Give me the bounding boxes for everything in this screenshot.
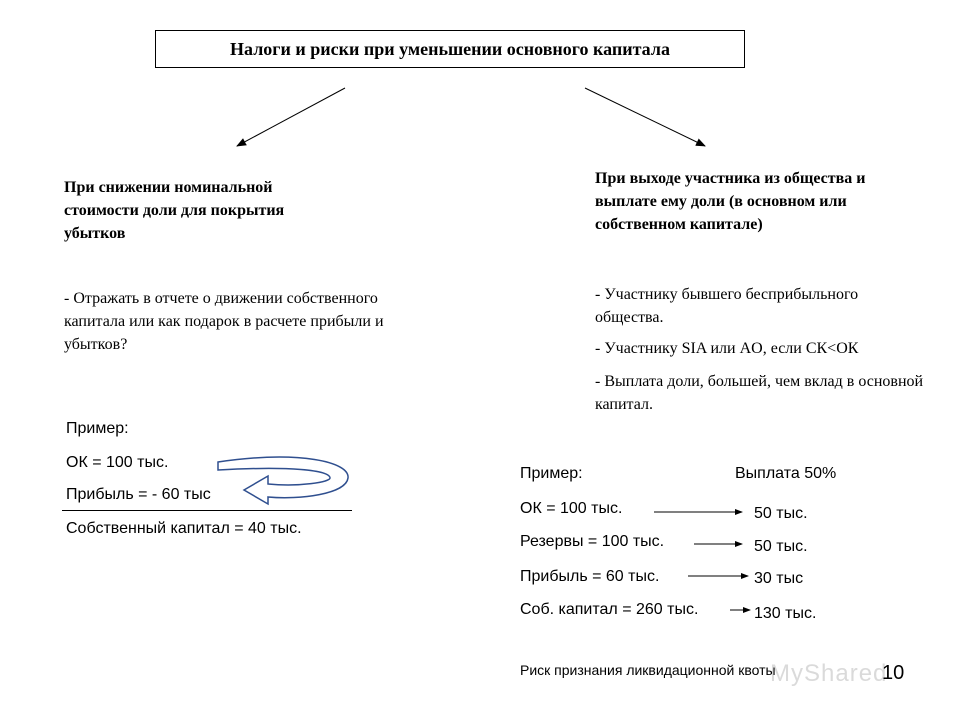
right-bullet-2: - Участнику SIA или AO, если СК<ОК: [595, 340, 859, 357]
right-row-value-4: 130 тыс.: [754, 605, 817, 622]
arrow-to-right-branch: [585, 88, 705, 146]
right-row-label-1: ОК = 100 тыс.: [520, 500, 623, 517]
left-example-line-2: Прибыль = - 60 тыс: [66, 486, 211, 503]
left-branch-question: - Отражать в отчете о движении собственного капитала или как подарок в расчете прибыли и убытков?: [64, 290, 384, 353]
right-row-value-2: 50 тыс.: [754, 538, 808, 555]
sum-divider-line: [62, 510, 352, 511]
right-row-value-1: 50 тыс.: [754, 505, 808, 522]
right-row-value-3: 30 тыс: [754, 570, 804, 587]
arrow-to-left-branch: [237, 88, 345, 146]
right-branch-heading: При выходе участника из общества и выплате ему доли (в основном или собственном капитале): [595, 170, 866, 233]
watermark-logo: [770, 660, 887, 688]
right-bullet-3: - Выплата доли, большей, чем вклад в основной капитал.: [595, 373, 924, 413]
left-example-line-3: Собственный капитал = 40 тыс.: [66, 520, 302, 537]
payout-label: Выплата 50%: [735, 465, 837, 482]
left-example-line-1: ОК = 100 тыс.: [66, 454, 169, 471]
right-example-label: Пример:: [520, 465, 583, 482]
left-branch-heading: При снижении номинальной стоимости доли для покрытия убытков: [64, 179, 285, 242]
right-row-label-2: Резервы = 100 тыс.: [520, 533, 665, 550]
risk-note: Риск признания ликвидационной квоты: [520, 662, 776, 678]
curved-arrow-icon: [218, 457, 348, 504]
right-row-label-3: Прибыль = 60 тыс.: [520, 568, 660, 585]
watermark-text: MyShared: [770, 660, 888, 687]
left-example-label: Пример:: [66, 420, 129, 437]
page-title: Налоги и риски при уменьшении основного капитала: [155, 30, 745, 68]
right-bullet-1: - Участнику бывшего бесприбыльного общества.: [595, 286, 859, 326]
page-number: 10: [882, 662, 905, 684]
right-row-label-4: Соб. капитал = 260 тыс.: [520, 601, 699, 618]
